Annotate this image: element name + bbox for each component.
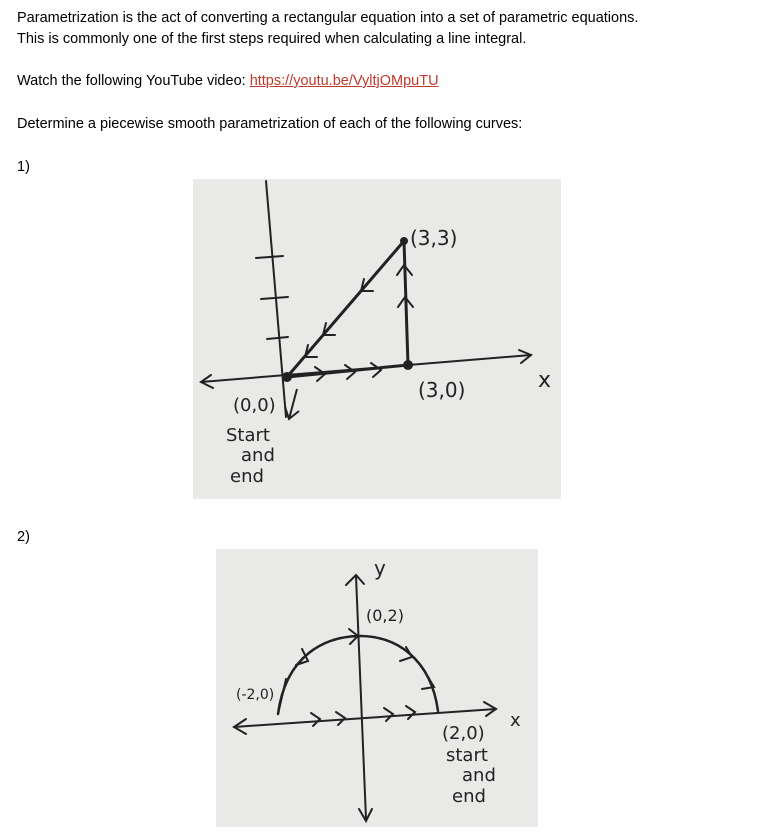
triangle-drawing <box>193 179 561 499</box>
label-3-0: (3,0) <box>418 378 466 402</box>
label-3-3: (3,3) <box>410 226 458 250</box>
start-label-1: Start <box>226 425 270 446</box>
problem-1-number: 1) <box>17 159 30 175</box>
semicircle-drawing <box>216 549 538 827</box>
triangle-vertical <box>404 241 408 365</box>
y-axis-up-arrow <box>346 575 364 585</box>
intro-line-1: Parametrization is the act of converting a rectangular equation into a set of parametric equations. <box>17 10 639 26</box>
and-label-2: and <box>462 765 496 786</box>
y-axis-line-2 <box>356 576 366 819</box>
start-label-2: start <box>446 745 488 766</box>
label-2-0: (2,0) <box>442 723 485 744</box>
problem-2-number: 2) <box>17 529 30 545</box>
axis-y-label-2: y <box>374 556 386 580</box>
video-line <box>17 72 439 90</box>
label-neg2-0: (-2,0) <box>236 687 275 703</box>
label-0-0: (0,0) <box>233 395 276 416</box>
label-0-2: (0,2) <box>366 606 404 625</box>
figure-semicircle <box>216 549 538 827</box>
axis-x-label-1: x <box>538 368 552 393</box>
and-label-1: and <box>241 445 275 466</box>
end-label-1: end <box>230 466 264 487</box>
video-prefix: Watch the following YouTube video: <box>17 73 250 89</box>
intro-line-2: This is commonly one of the first steps required when calculating a line integral. <box>17 31 527 47</box>
task-text: Determine a piecewise smooth parametrization of each of the following curves: <box>17 116 523 132</box>
end-label-2: end <box>452 786 486 807</box>
figure-triangle <box>193 179 561 499</box>
axis-x-label-2: x <box>510 710 521 731</box>
video-link[interactable]: https://youtu.be/VyltjOMpuTU <box>249 73 439 89</box>
